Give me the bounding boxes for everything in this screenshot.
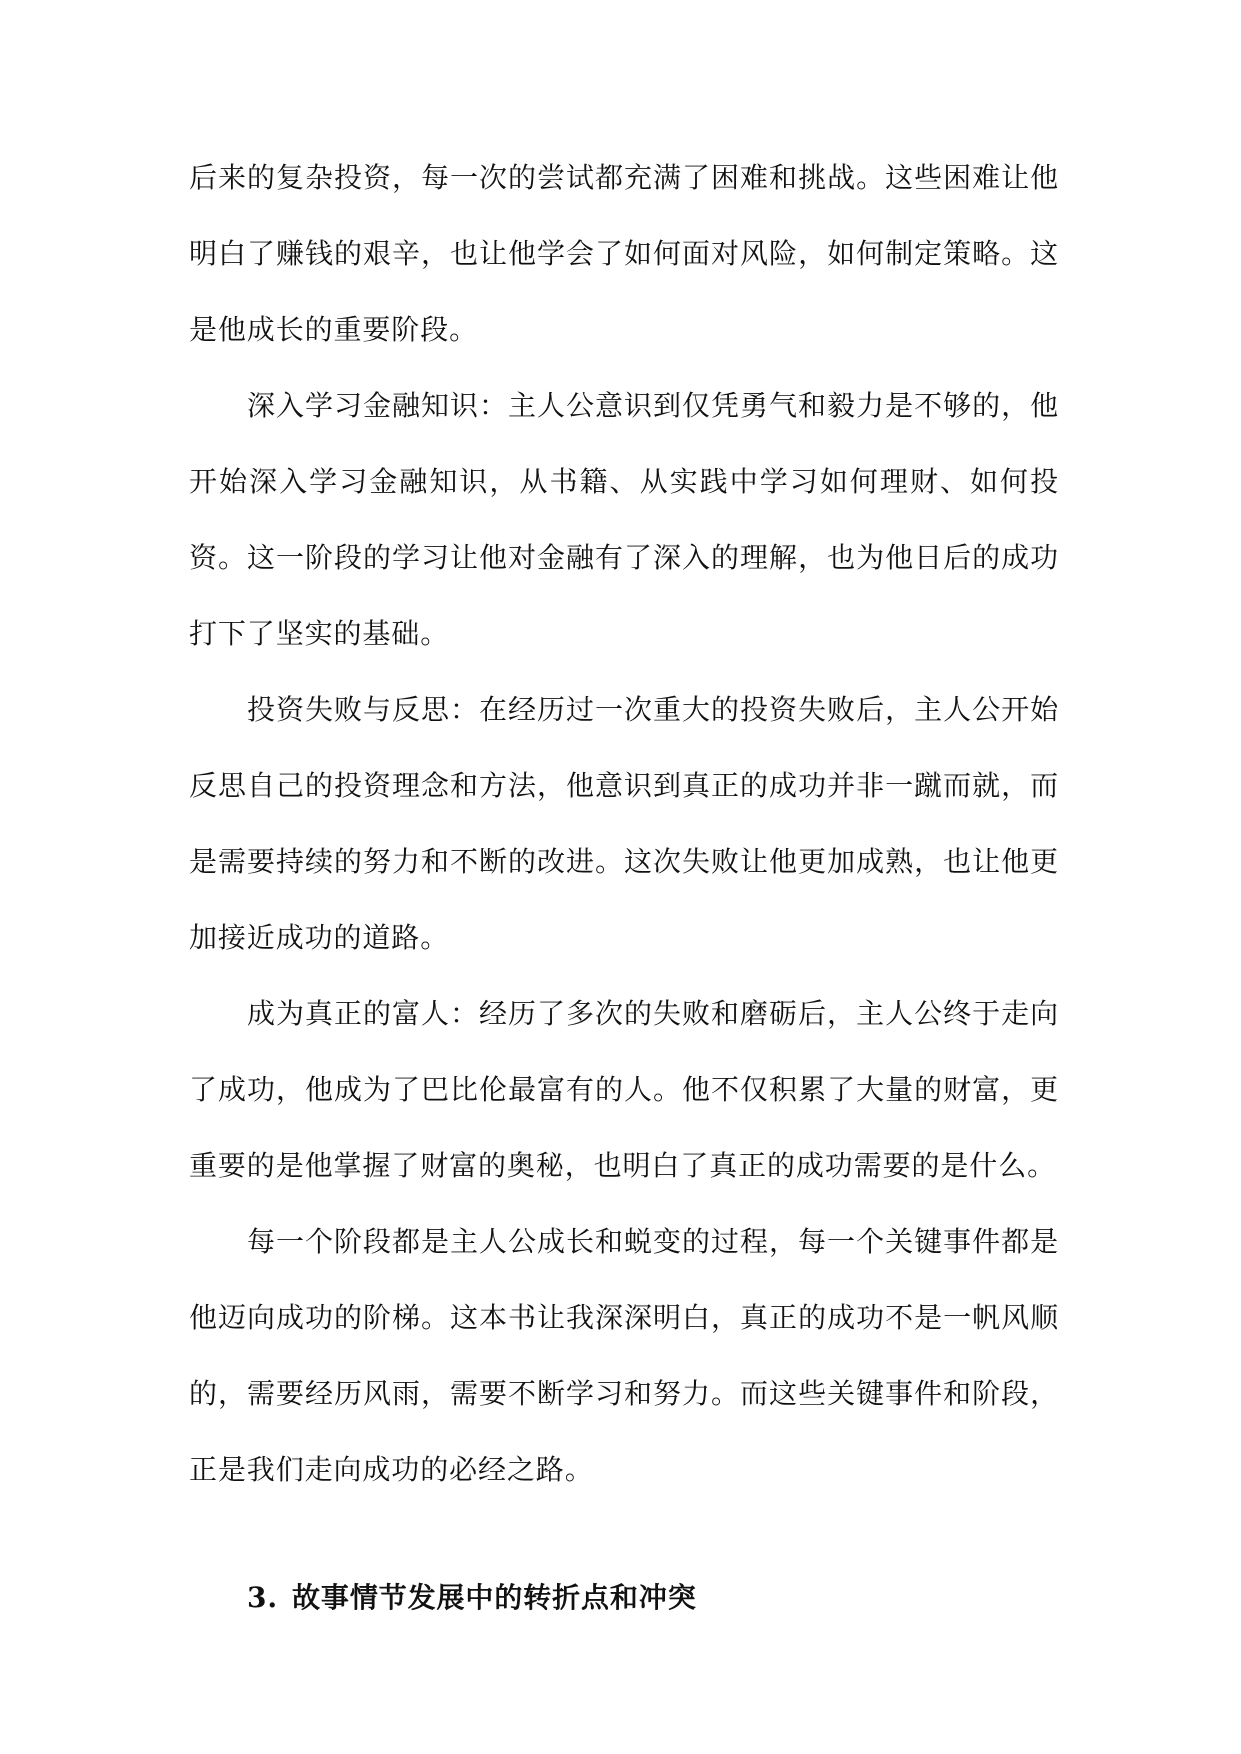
document-body	[189, 140, 1059, 1636]
paragraph-investment-failure: 投资失败与反思：在经历过一次重大的投资失败后，主人公开始反思自己的投资理念和方法，他意识到真正的成功并非一蹴而就，而是需要持续的努力和不断的改进。这次失败让他更加成熟，也让他更加接近成功的道路。	[189, 693, 1059, 954]
section-heading	[189, 1560, 1059, 1636]
section-title: 故事情节发展中的转折点和冲突	[292, 1581, 697, 1614]
paragraph-finance-study: 深入学习金融知识：主人公意识到仅凭勇气和毅力是不够的，他开始深入学习金融知识，从书籍、从实践中学习如何理财、如何投资。这一阶段的学习让他对金融有了深入的理解，也为他日后的成功打下了坚实的基础。	[189, 389, 1059, 650]
paragraph-continuation: 后来的复杂投资，每一次的尝试都充满了困难和挑战。这些困难让他明白了赚钱的艰辛，也让他学会了如何面对风险，如何制定策略。这是他成长的重要阶段。	[189, 161, 1059, 346]
paragraph-summary: 每一个阶段都是主人公成长和蜕变的过程，每一个关键事件都是他迈向成功的阶梯。这本书让我深深明白，真正的成功不是一帆风顺的，需要经历风雨，需要不断学习和努力。而这些关键事件和阶段，正是我们走向成功的必经之路。	[189, 1225, 1059, 1486]
section-number: 3.	[247, 1581, 279, 1614]
paragraph-becoming-rich: 成为真正的富人：经历了多次的失败和磨砺后，主人公终于走向了成功，他成为了巴比伦最富有的人。他不仅积累了大量的财富，更重要的是他掌握了财富的奥秘，也明白了真正的成功需要的是什么。	[189, 997, 1059, 1182]
